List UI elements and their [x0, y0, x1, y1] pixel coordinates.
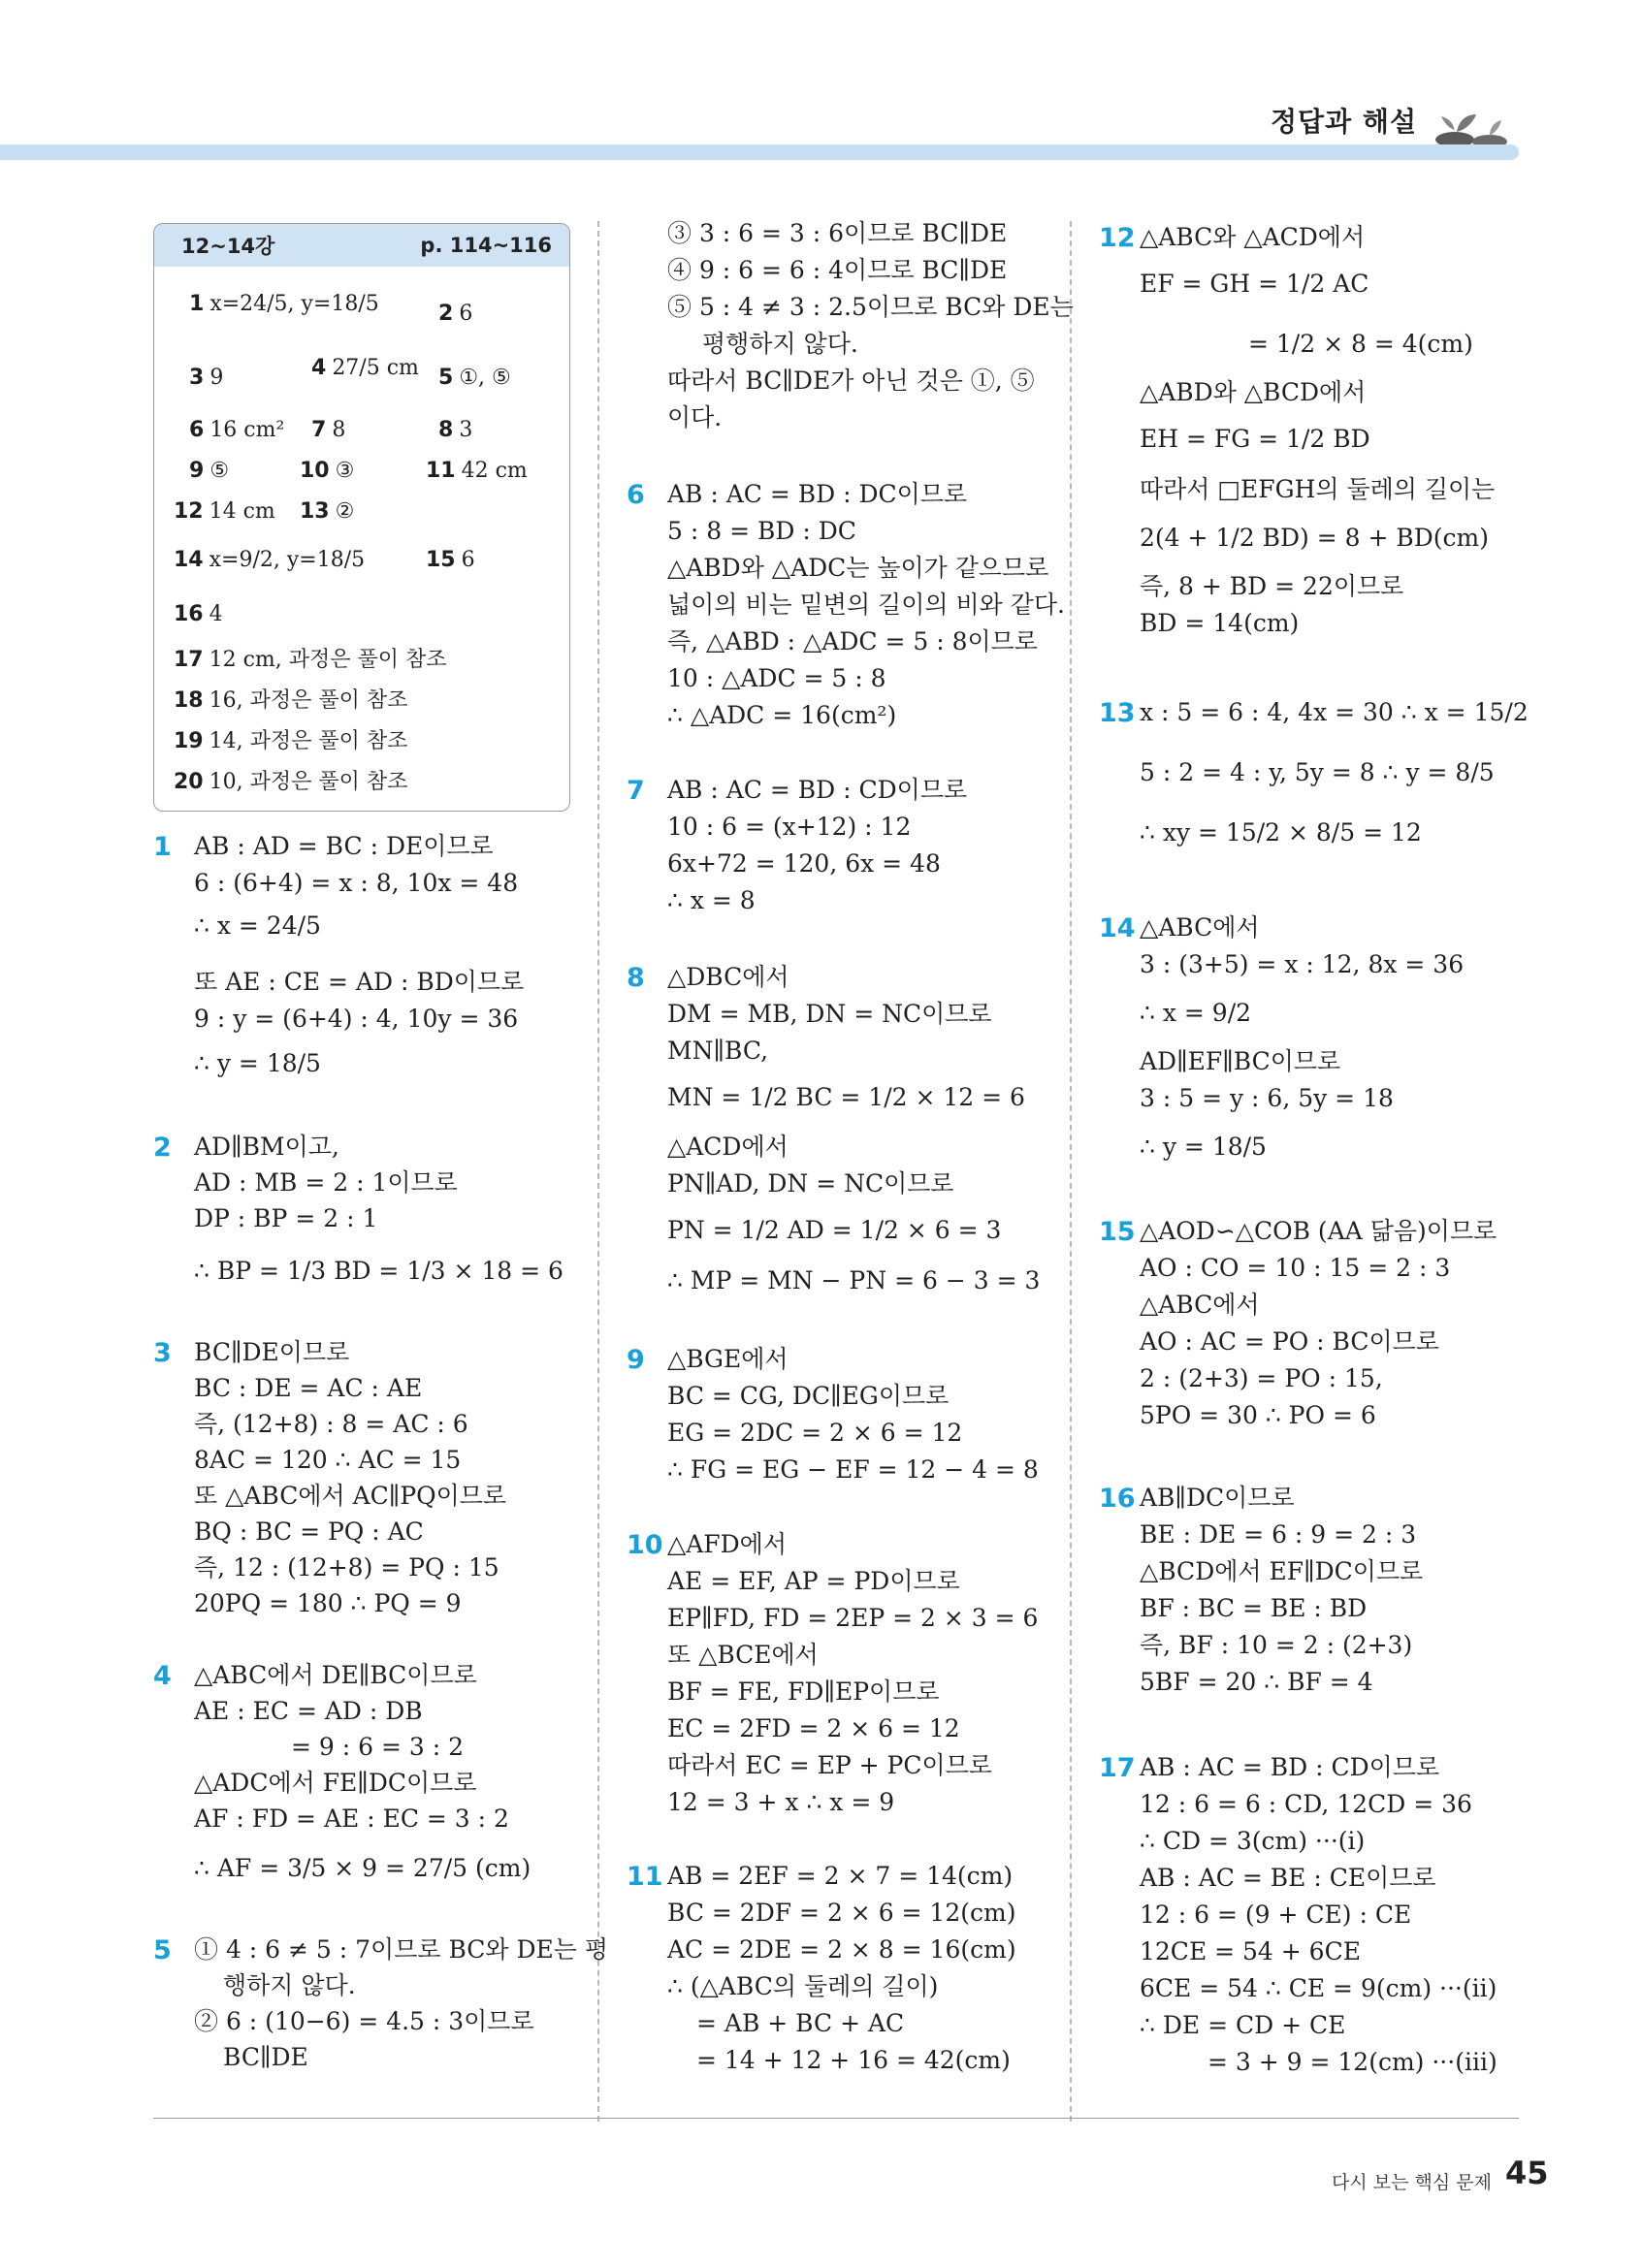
solution-line: 2 : (2+3) = PO : 15,	[1140, 1364, 1383, 1392]
solution-line: 즉, 12 : (12+8) = PQ : 15	[194, 1553, 499, 1581]
problem-number: 11	[627, 1862, 663, 1892]
problem-number: 5	[153, 1935, 172, 1965]
problem-number: 4	[153, 1661, 172, 1691]
solution-line: △AOD∽△COB (AA 닮음)이므로	[1140, 1217, 1497, 1245]
solution-line: △BGE에서	[667, 1345, 789, 1373]
solution-line: = 14 + 12 + 16 = 42(cm)	[696, 2046, 1011, 2074]
solution-line: 이다.	[667, 403, 723, 431]
answer-item: 7 8	[311, 418, 346, 442]
solution-line: 3 : 5 = y : 6, 5y = 18	[1140, 1084, 1394, 1112]
solution-line: 평행하지 않다.	[702, 330, 858, 358]
solution-line: △ABC와 △ACD에서	[1140, 223, 1366, 251]
solution-line: 따라서 BC∥DE가 아닌 것은 ①, ⑤	[667, 367, 1035, 395]
solution-line: ∴ x = 9/2	[1140, 999, 1252, 1027]
answer-item: 20 10, 과정은 풀이 참조	[174, 770, 408, 794]
lesson-range: 12~14강	[181, 235, 275, 258]
solution-line: 10 : △ADC = 5 : 8	[667, 664, 886, 692]
solution-line: 즉, △ABD : △ADC = 5 : 8이므로	[667, 627, 1038, 655]
answer-item: 18 16, 과정은 풀이 참조	[174, 688, 408, 713]
answer-item: 15 6	[426, 548, 475, 572]
problem-number: 8	[627, 963, 645, 993]
solution-line: 즉, BF : 10 = 2 : (2+3)	[1140, 1631, 1413, 1659]
solution-line: 즉, (12+8) : 8 = AC : 6	[194, 1410, 468, 1438]
solution-line: AE = EF, AP = PD이므로	[667, 1567, 960, 1595]
solution-line: PN∥AD, DN = NC이므로	[667, 1169, 954, 1198]
solution-line: AO : CO = 10 : 15 = 2 : 3	[1140, 1254, 1451, 1282]
solution-line: 5BF = 20 ∴ BF = 4	[1140, 1668, 1373, 1696]
solution-line: ② 6 : (10−6) = 4.5 : 3이므로	[194, 2007, 534, 2035]
solution-line: 10 : 6 = (x+12) : 12	[667, 813, 912, 841]
solution-line: 6 : (6+4) = x : 8, 10x = 48	[194, 869, 519, 897]
solution-line: AB = 2EF = 2 × 7 = 14(cm)	[667, 1862, 1014, 1890]
answer-item: 3 9	[189, 366, 224, 390]
solution-line: BC∥DE	[223, 2043, 308, 2071]
solution-line: △BCD에서 EF∥DC이므로	[1140, 1557, 1424, 1585]
sprout-icon	[1433, 101, 1511, 149]
answer-item: 17 12 cm, 과정은 풀이 참조	[174, 648, 447, 672]
problem-number: 9	[627, 1345, 645, 1375]
answer-item: 19 14, 과정은 풀이 참조	[174, 729, 408, 753]
solution-line: AD∥BM이고,	[194, 1133, 339, 1161]
answer-item: 1 x=24/5, y=18/5	[189, 292, 379, 316]
solution-line: AF : FD = AE : EC = 3 : 2	[194, 1805, 509, 1833]
column-divider	[1070, 221, 1072, 2122]
solution-line: MN∥BC,	[667, 1037, 769, 1065]
solution-line: 12CE = 54 + 6CE	[1140, 1937, 1361, 1965]
answer-item: 14 x=9/2, y=18/5	[174, 548, 366, 572]
solution-line: AD∥EF∥BC이므로	[1140, 1047, 1341, 1075]
section-title: 정답과 해설	[1271, 106, 1417, 138]
solution-line: AB : AC = BE : CE이므로	[1140, 1864, 1436, 1892]
solution-line: ∴ MP = MN − PN = 6 − 3 = 3	[667, 1266, 1041, 1294]
solution-line: EP∥FD, FD = 2EP = 2 × 3 = 6	[667, 1604, 1039, 1632]
solution-line: △AFD에서	[667, 1530, 787, 1558]
solution-line: △ABD와 △BCD에서	[1140, 378, 1367, 406]
solution-line: ∴ y = 18/5	[194, 1049, 321, 1077]
solution-line: EF = GH = 1/2 AC	[1140, 270, 1369, 298]
solution-line: EC = 2FD = 2 × 6 = 12	[667, 1714, 960, 1742]
solution-line: BQ : BC = PQ : AC	[194, 1517, 424, 1546]
solution-line: ∴ CD = 3(cm) ···(i)	[1140, 1827, 1366, 1855]
solution-line: 또 △ABC에서 AC∥PQ이므로	[194, 1482, 507, 1510]
solution-line: 즉, 8 + BD = 22이므로	[1140, 572, 1404, 600]
solution-line: BF : BC = BE : BD	[1140, 1594, 1368, 1622]
solution-line: BC = 2DF = 2 × 6 = 12(cm)	[667, 1899, 1016, 1927]
solution-line: AB : AC = BD : CD이므로	[1140, 1753, 1440, 1781]
solution-line: ∴ x = 8	[667, 886, 756, 914]
solution-line: = 1/2 × 8 = 4(cm)	[1248, 330, 1473, 358]
solution-line: ∴ y = 18/5	[1140, 1133, 1267, 1161]
answer-item: 13 ②	[300, 499, 355, 524]
solution-line: 5 : 8 = BD : DC	[667, 517, 856, 545]
footer-label: 다시 보는 핵심 문제	[1332, 2172, 1492, 2193]
answer-summary-box	[153, 223, 570, 812]
solution-line: 따라서 EC = EP + PC이므로	[667, 1751, 992, 1779]
solution-line: 또 △BCE에서	[667, 1641, 819, 1669]
solution-line: AB : AC = BD : CD이므로	[667, 776, 968, 804]
answer-item: 4 27/5 cm	[311, 356, 419, 380]
solution-line: 9 : y = (6+4) : 4, 10y = 36	[194, 1005, 519, 1033]
solution-line: BF = FE, FD∥EP이므로	[667, 1677, 940, 1706]
solution-line: DP : BP = 2 : 1	[194, 1204, 378, 1232]
solution-line: ∴ xy = 15/2 × 8/5 = 12	[1140, 818, 1422, 847]
problem-number: 15	[1099, 1217, 1136, 1247]
solution-line: △DBC에서	[667, 963, 789, 991]
solution-line: 6x+72 = 120, 6x = 48	[667, 849, 941, 878]
problem-number: 1	[153, 832, 172, 862]
solution-line: ∴ FG = EG − EF = 12 − 4 = 8	[667, 1455, 1039, 1484]
answer-item: 9 ⑤	[189, 459, 230, 483]
problem-number: 2	[153, 1133, 172, 1163]
problem-number: 12	[1099, 223, 1136, 253]
answer-item: 5 ①, ⑤	[438, 366, 511, 390]
solution-line: AC = 2DE = 2 × 8 = 16(cm)	[667, 1935, 1016, 1964]
solution-line: 또 AE : CE = AD : BD이므로	[194, 968, 525, 996]
solution-line: 20PQ = 180 ∴ PQ = 9	[194, 1589, 462, 1617]
solution-line: AO : AC = PO : BC이므로	[1140, 1327, 1439, 1356]
solution-line: x : 5 = 6 : 4, 4x = 30 ∴ x = 15/2	[1140, 698, 1529, 726]
solution-line: ① 4 : 6 ≠ 5 : 7이므로 BC와 DE는 평	[194, 1935, 609, 1964]
solution-line: △ABD와 △ADC는 높이가 같으므로	[667, 554, 1049, 582]
problem-number: 14	[1099, 913, 1136, 943]
solution-line: △ACD에서	[667, 1133, 789, 1161]
solution-line: EG = 2DC = 2 × 6 = 12	[667, 1419, 963, 1447]
problem-number: 13	[1099, 698, 1136, 728]
page-number: 45	[1505, 2155, 1549, 2191]
solution-line: BC = CG, DC∥EG이므로	[667, 1382, 950, 1410]
answer-item: 12 14 cm	[174, 499, 275, 524]
solution-line: 6CE = 54 ∴ CE = 9(cm) ···(ii)	[1140, 1974, 1497, 2002]
solution-line: EH = FG = 1/2 BD	[1140, 425, 1370, 453]
solution-line: ⑤ 5 : 4 ≠ 3 : 2.5이므로 BC와 DE는	[667, 293, 1074, 321]
problem-number: 16	[1099, 1484, 1136, 1514]
solution-line: AB : AD = BC : DE이므로	[194, 832, 494, 860]
solution-line: ∴ △ADC = 16(cm²)	[667, 701, 897, 729]
solution-line: 5 : 2 = 4 : y, 5y = 8 ∴ y = 8/5	[1140, 758, 1495, 786]
solution-line: = 9 : 6 = 3 : 2	[291, 1733, 464, 1761]
answer-item: 16 4	[174, 602, 223, 626]
solution-line: ④ 9 : 6 = 6 : 4이므로 BC∥DE	[667, 256, 1008, 284]
solution-line: △ABC에서 DE∥BC이므로	[194, 1661, 477, 1689]
page-range: p. 114~116	[420, 234, 552, 257]
bottom-rule	[153, 2118, 1519, 2119]
solution-line: 12 : 6 = (9 + CE) : CE	[1140, 1901, 1412, 1929]
header-bar	[0, 144, 1519, 160]
answer-item: 8 3	[438, 418, 473, 442]
solution-line: 따라서 □EFGH의 둘레의 길이는	[1140, 475, 1496, 503]
answer-item: 6 16 cm²	[189, 418, 285, 442]
answer-box-header	[154, 224, 569, 267]
column-divider	[597, 221, 599, 2122]
solution-line: AB∥DC이므로	[1140, 1484, 1295, 1512]
solution-line: DM = MB, DN = NC이므로	[667, 1000, 992, 1028]
solution-line: 2(4 + 1/2 BD) = 8 + BD(cm)	[1140, 524, 1489, 552]
solution-line: AB : AC = BD : DC이므로	[667, 480, 968, 508]
solution-line: ∴ AF = 3/5 × 9 = 27/5 (cm)	[194, 1854, 531, 1882]
solution-line: 행하지 않다.	[223, 1971, 356, 1999]
solution-line: 넓이의 비는 밑변의 길이의 비와 같다.	[667, 591, 1065, 619]
solution-line: △ABC에서	[1140, 1291, 1260, 1319]
solution-line: 8AC = 120 ∴ AC = 15	[194, 1446, 462, 1474]
solution-line: BD = 14(cm)	[1140, 609, 1300, 637]
solution-line: BC : DE = AC : AE	[194, 1374, 423, 1402]
solution-line: ∴ DE = CD + CE	[1140, 2011, 1346, 2039]
answer-item: 10 ③	[300, 459, 355, 483]
solution-line: 5PO = 30 ∴ PO = 6	[1140, 1401, 1376, 1429]
solution-line: ∴ (△ABC의 둘레의 길이)	[667, 1972, 939, 2000]
solution-line: 12 : 6 = 6 : CD, 12CD = 36	[1140, 1790, 1472, 1818]
solution-line: PN = 1/2 AD = 1/2 × 6 = 3	[667, 1216, 1002, 1244]
solution-line: AE : EC = AD : DB	[194, 1697, 423, 1725]
answer-item: 2 6	[438, 302, 473, 326]
solution-line: ③ 3 : 6 = 3 : 6이므로 BC∥DE	[667, 219, 1008, 247]
solution-line: 3 : (3+5) = x : 12, 8x = 36	[1140, 950, 1465, 978]
solution-line: = 3 + 9 = 12(cm) ···(iii)	[1207, 2048, 1497, 2076]
solution-line: △ADC에서 FE∥DC이므로	[194, 1769, 477, 1797]
problem-number: 10	[627, 1530, 663, 1560]
solution-line: AD : MB = 2 : 1이므로	[194, 1168, 458, 1197]
solution-line: BC∥DE이므로	[194, 1338, 350, 1366]
problem-number: 3	[153, 1338, 172, 1368]
solution-line: △ABC에서	[1140, 913, 1260, 942]
solution-line: 12 = 3 + x ∴ x = 9	[667, 1788, 895, 1816]
answer-item: 11 42 cm	[426, 459, 528, 483]
solution-line: = AB + BC + AC	[696, 2009, 905, 2037]
solution-line: ∴ BP = 1/3 BD = 1/3 × 18 = 6	[194, 1257, 563, 1285]
problem-number: 17	[1099, 1753, 1136, 1783]
solution-line: BE : DE = 6 : 9 = 2 : 3	[1140, 1520, 1417, 1549]
solution-line: MN = 1/2 BC = 1/2 × 12 = 6	[667, 1083, 1025, 1111]
problem-number: 7	[627, 776, 645, 806]
problem-number: 6	[627, 480, 645, 510]
solution-line: ∴ x = 24/5	[194, 911, 321, 940]
